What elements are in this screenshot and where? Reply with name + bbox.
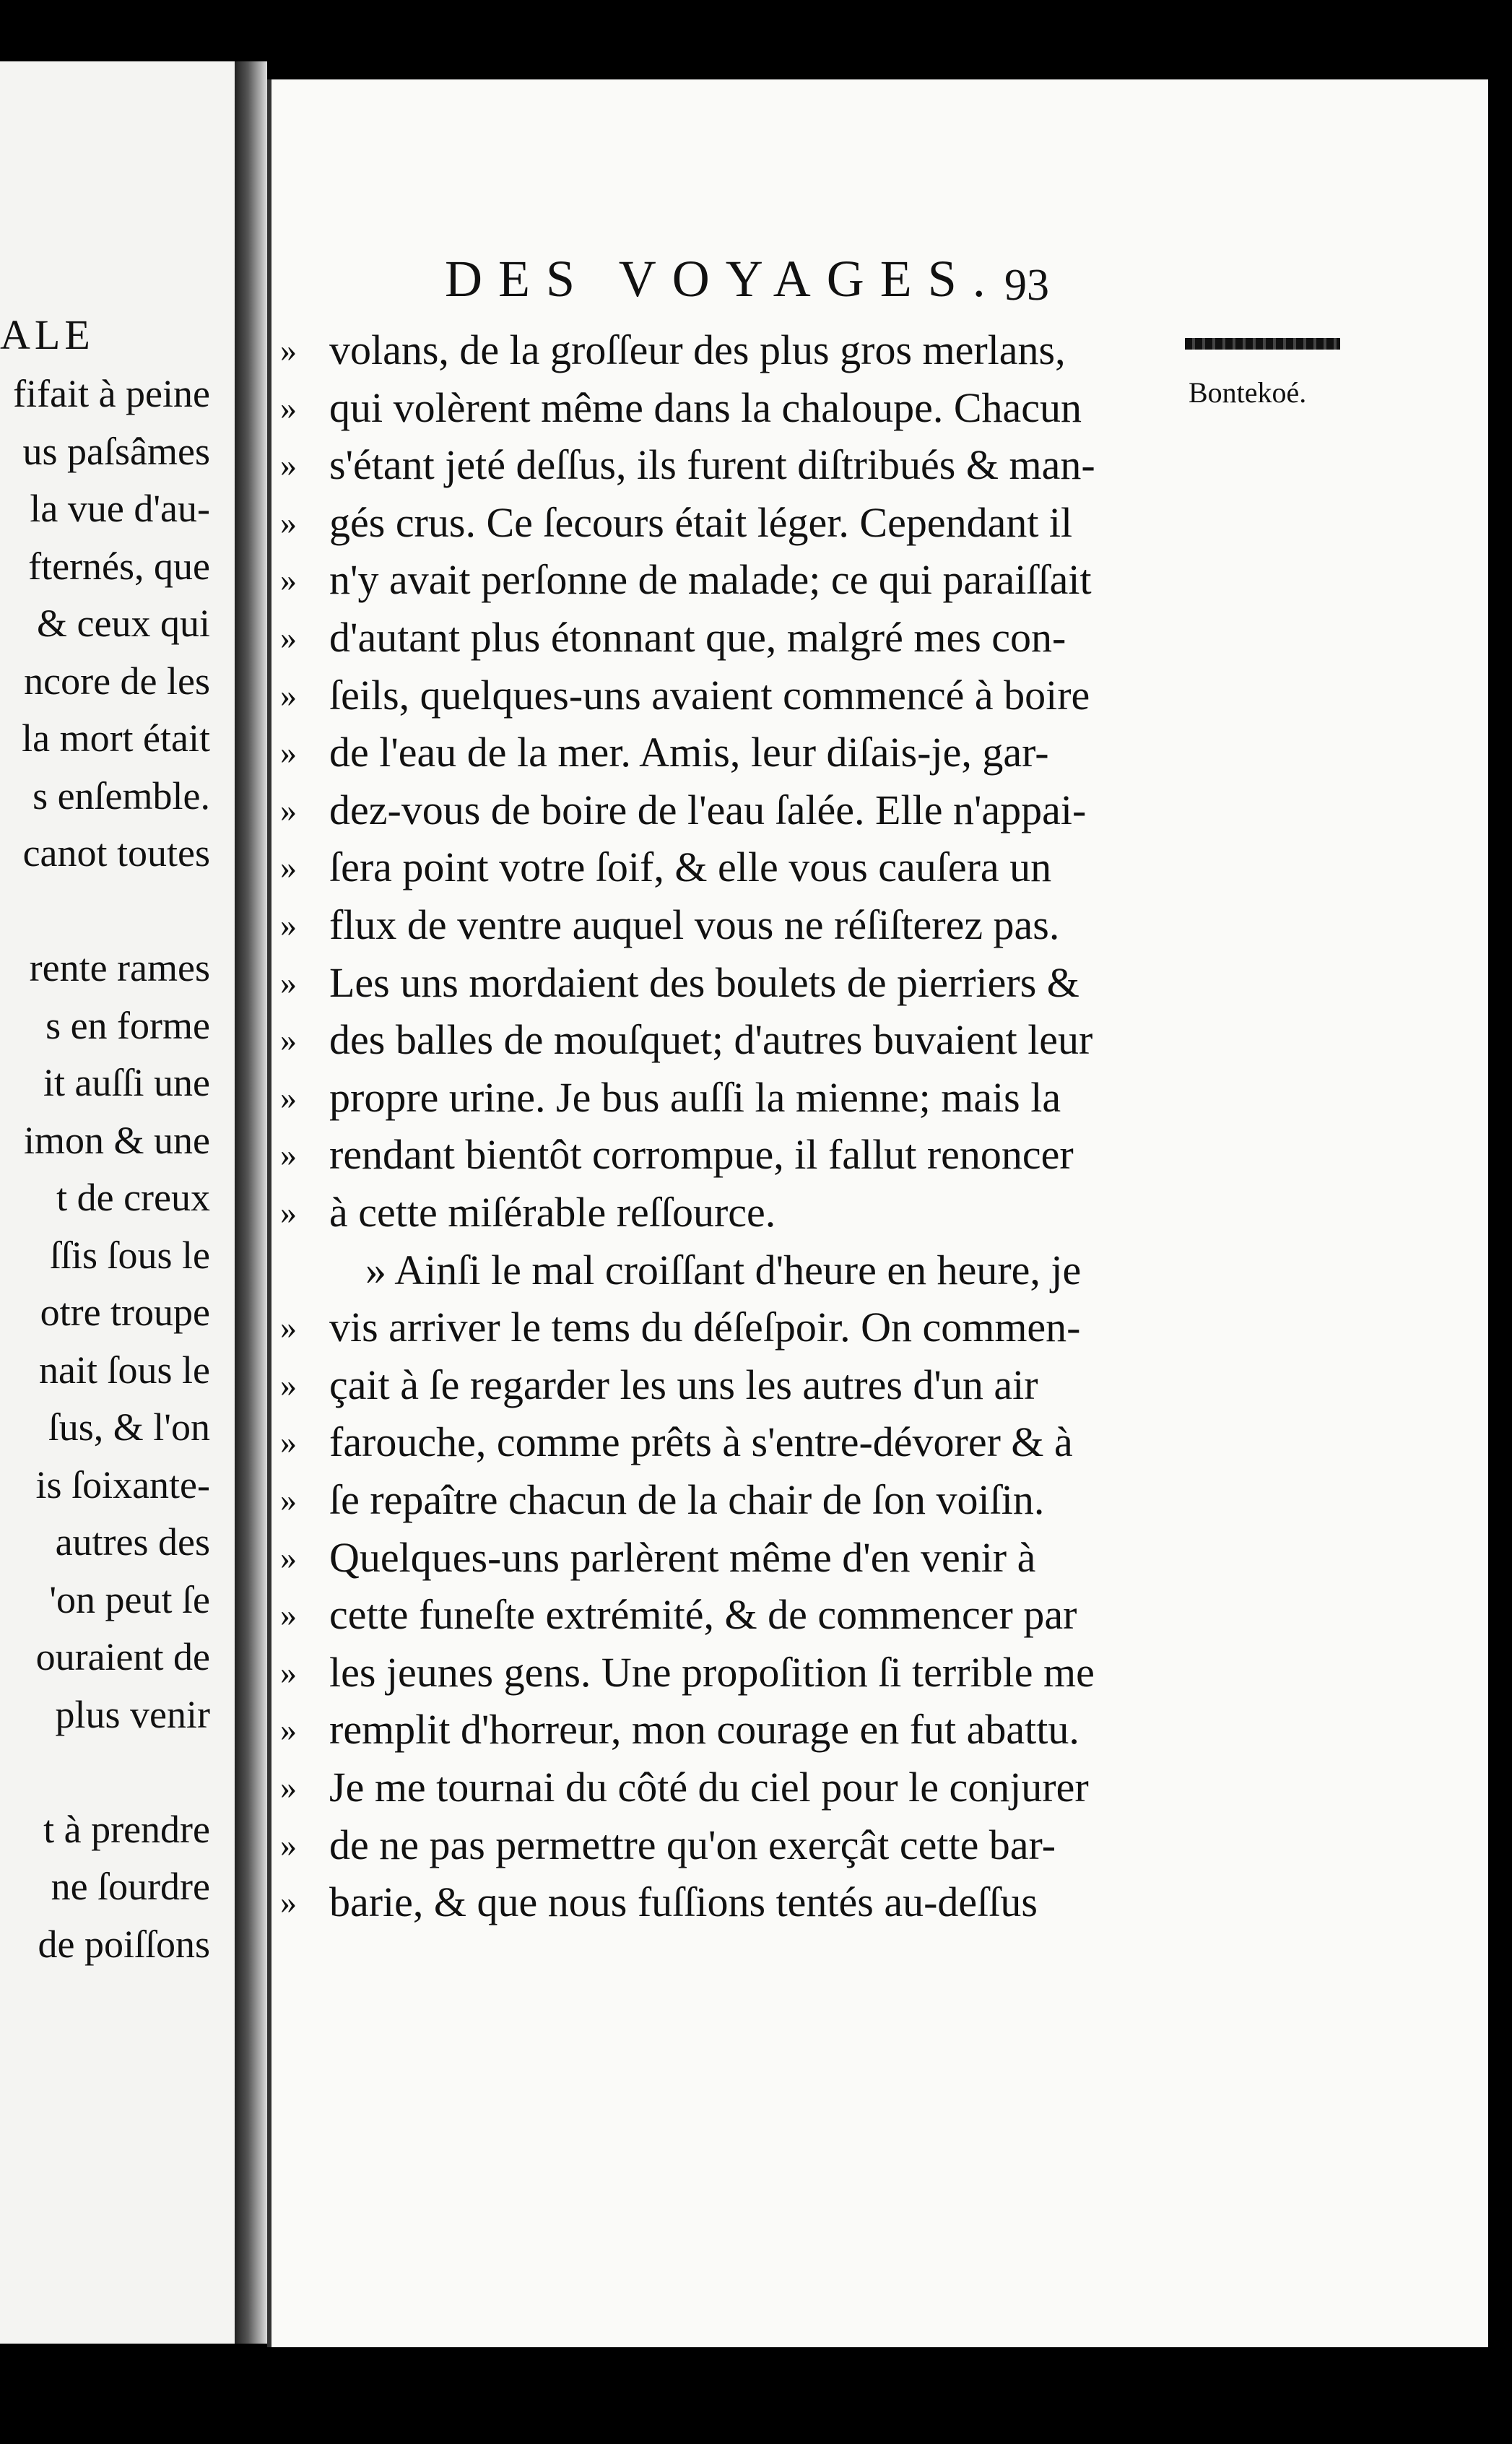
line-text: çait à ſe regarder les uns les autres d'un air <box>329 1361 1038 1408</box>
line-text: cette funeſte extrémité, & de commencer par <box>329 1591 1077 1639</box>
guillemet-mark: » <box>280 1711 297 1748</box>
line-text: d'autant plus étonnant que, malgré mes con- <box>329 614 1066 661</box>
text-line <box>271 1816 1174 1874</box>
text-line <box>271 1242 1174 1299</box>
guillemet-mark: » <box>280 1653 297 1691</box>
text-line <box>271 838 1174 896</box>
line-text: des balles de mouſquet; d'autres buvaient leur <box>329 1016 1093 1064</box>
text-line <box>271 954 1174 1012</box>
line-text: gés crus. Ce ſecours était léger. Cependant il <box>329 498 1073 546</box>
guillemet-mark: » <box>280 1424 297 1461</box>
left-page-line: ne ſourdre <box>51 1865 210 1908</box>
line-text: n'y avait perſonne de malade; ce qui paraiſſait <box>329 556 1092 604</box>
text-line <box>271 436 1174 494</box>
guillemet-mark: » <box>280 734 297 771</box>
text-line <box>271 896 1174 954</box>
guillemet-mark: » <box>280 1884 297 1921</box>
guillemet-mark: » <box>280 1596 297 1634</box>
line-text: flux de ventre auquel vous ne réſiſterez pas. <box>329 901 1060 948</box>
text-line <box>271 724 1174 781</box>
text-line <box>271 1184 1174 1242</box>
left-page-line: otre troupe <box>40 1291 210 1334</box>
guillemet-mark: » <box>280 1078 297 1116</box>
text-line <box>271 667 1174 724</box>
text-line <box>271 1759 1174 1816</box>
text-line <box>271 1299 1174 1356</box>
left-page-line: it auſſi une <box>43 1061 210 1104</box>
left-page-line: imon & une <box>24 1118 210 1162</box>
guillemet-mark: » <box>280 791 297 828</box>
line-text: » Ainſi le mal croiſſant d'heure en heure, je <box>365 1246 1082 1294</box>
text-line <box>271 1356 1174 1414</box>
left-page-line: canot toutes <box>22 831 210 875</box>
line-text: vis arriver le tems du déſeſpoir. On commen- <box>329 1304 1081 1351</box>
line-text: ſe repaître chacun de la chair de ſon voiſin. <box>329 1476 1045 1523</box>
left-page-line: us paſsâmes <box>22 429 210 473</box>
text-line <box>271 551 1174 609</box>
line-text: à cette miſérable reſſource. <box>329 1189 776 1236</box>
margin-note: Bontekoé. <box>1189 376 1307 409</box>
margin-ornament-rule <box>1185 338 1340 350</box>
guillemet-mark: » <box>280 332 297 368</box>
left-page-line: ouraient de <box>35 1635 210 1678</box>
left-page-line: ſus, & l'on <box>48 1405 210 1449</box>
line-text: rendant bientôt corrompue, il fallut renoncer <box>329 1131 1074 1179</box>
line-text: dez-vous de boire de l'eau ſalée. Elle n'appai- <box>329 786 1087 833</box>
left-page-line: rente rames <box>29 946 210 989</box>
left-page-line: s enſemble. <box>32 774 210 818</box>
line-text: farouche, comme prêts à s'entre-dévorer & à <box>329 1418 1073 1466</box>
text-line <box>271 321 1174 379</box>
left-page-line: la mort était <box>22 716 210 760</box>
line-text: barie, & que nous fuſſions tentés au-deſſus <box>329 1878 1038 1926</box>
guillemet-mark: » <box>280 1538 297 1576</box>
guillemet-mark: » <box>280 1769 297 1806</box>
left-page-header-fragment: ALE <box>0 311 95 358</box>
guillemet-mark: » <box>280 963 297 1001</box>
text-line <box>271 1126 1174 1184</box>
guillemet-mark: » <box>280 906 297 943</box>
line-text: Quelques-uns parlèrent même d'en venir à <box>329 1533 1036 1581</box>
text-line <box>271 1701 1174 1759</box>
left-page-line: ncore de les <box>24 659 210 703</box>
line-text: propre urine. Je bus auſſi la mienne; mais la <box>329 1073 1061 1121</box>
guillemet-mark: » <box>280 1309 297 1346</box>
left-page-line: fternés, que <box>28 544 210 588</box>
text-line <box>271 781 1174 839</box>
running-head: DES VOYAGES. <box>445 250 1002 308</box>
line-text: remplit d'horreur, mon courage en fut abattu. <box>329 1706 1079 1754</box>
text-line <box>271 1644 1174 1702</box>
line-text: de ne pas permettre qu'on exerçât cette bar- <box>329 1821 1056 1868</box>
line-text: les jeunes gens. Une propoſition ſi terrible me <box>329 1648 1095 1696</box>
text-line <box>271 494 1174 552</box>
guillemet-mark: » <box>280 676 297 714</box>
line-text: volans, de la groſſeur des plus gros merlans, <box>329 326 1066 373</box>
text-line <box>271 1586 1174 1644</box>
line-text: Les uns mordaient des boulets de pierriers & <box>329 958 1079 1006</box>
left-page-line: is ſoixante- <box>35 1462 210 1507</box>
left-page-line: 'on peut ſe <box>49 1577 210 1621</box>
line-text: ſeils, quelques-uns avaient commencé à boire <box>329 671 1090 719</box>
text-line <box>271 1471 1174 1529</box>
left-page-line: ſſis ſous le <box>49 1233 210 1277</box>
book-gutter <box>235 61 267 2344</box>
text-line <box>271 1413 1174 1471</box>
text-line <box>271 1529 1174 1587</box>
guillemet-mark: » <box>280 1021 297 1059</box>
guillemet-mark: » <box>280 503 297 541</box>
guillemet-mark: » <box>280 1136 297 1174</box>
left-page-line: fifait à peine <box>13 372 210 415</box>
line-text: s'étant jeté deſſus, ils furent diſtribués & man- <box>329 441 1095 489</box>
left-page-line: s en forme <box>45 1003 210 1047</box>
left-page-line: t à prendre <box>43 1807 210 1851</box>
guillemet-mark: » <box>280 446 297 484</box>
line-text: qui volèrent même dans la chaloupe. Chacun <box>329 384 1082 431</box>
guillemet-mark: » <box>280 1826 297 1863</box>
left-page-line: & ceux qui <box>37 602 210 645</box>
text-line <box>271 379 1174 437</box>
left-page-line: nait ſous le <box>39 1348 210 1392</box>
guillemet-mark: » <box>280 389 297 426</box>
guillemet-mark: » <box>280 1194 297 1231</box>
guillemet-mark: » <box>280 561 297 599</box>
left-page-fragment <box>0 61 235 2344</box>
left-page-line: la vue d'au- <box>30 487 210 530</box>
left-page-line: autres des <box>55 1520 210 1564</box>
left-page-line: de poiſſons <box>38 1922 210 1966</box>
line-text: ſera point votre ſoif, & elle vous cauſera un <box>329 844 1052 891</box>
text-line <box>271 1011 1174 1069</box>
text-line <box>271 609 1174 667</box>
line-text: Je me tournai du côté du ciel pour le conjurer <box>329 1764 1089 1811</box>
guillemet-mark: » <box>280 849 297 886</box>
right-page <box>267 79 1488 2347</box>
page-number: 93 <box>1004 261 1049 310</box>
text-line <box>271 1069 1174 1127</box>
guillemet-mark: » <box>280 619 297 656</box>
guillemet-mark: » <box>280 1366 297 1403</box>
text-line <box>271 1873 1174 1931</box>
left-page-line: t de creux <box>56 1176 210 1219</box>
guillemet-mark: » <box>280 1481 297 1518</box>
left-page-line: plus venir <box>55 1692 210 1736</box>
line-text: de l'eau de la mer. Amis, leur diſais-je, gar- <box>329 729 1049 776</box>
